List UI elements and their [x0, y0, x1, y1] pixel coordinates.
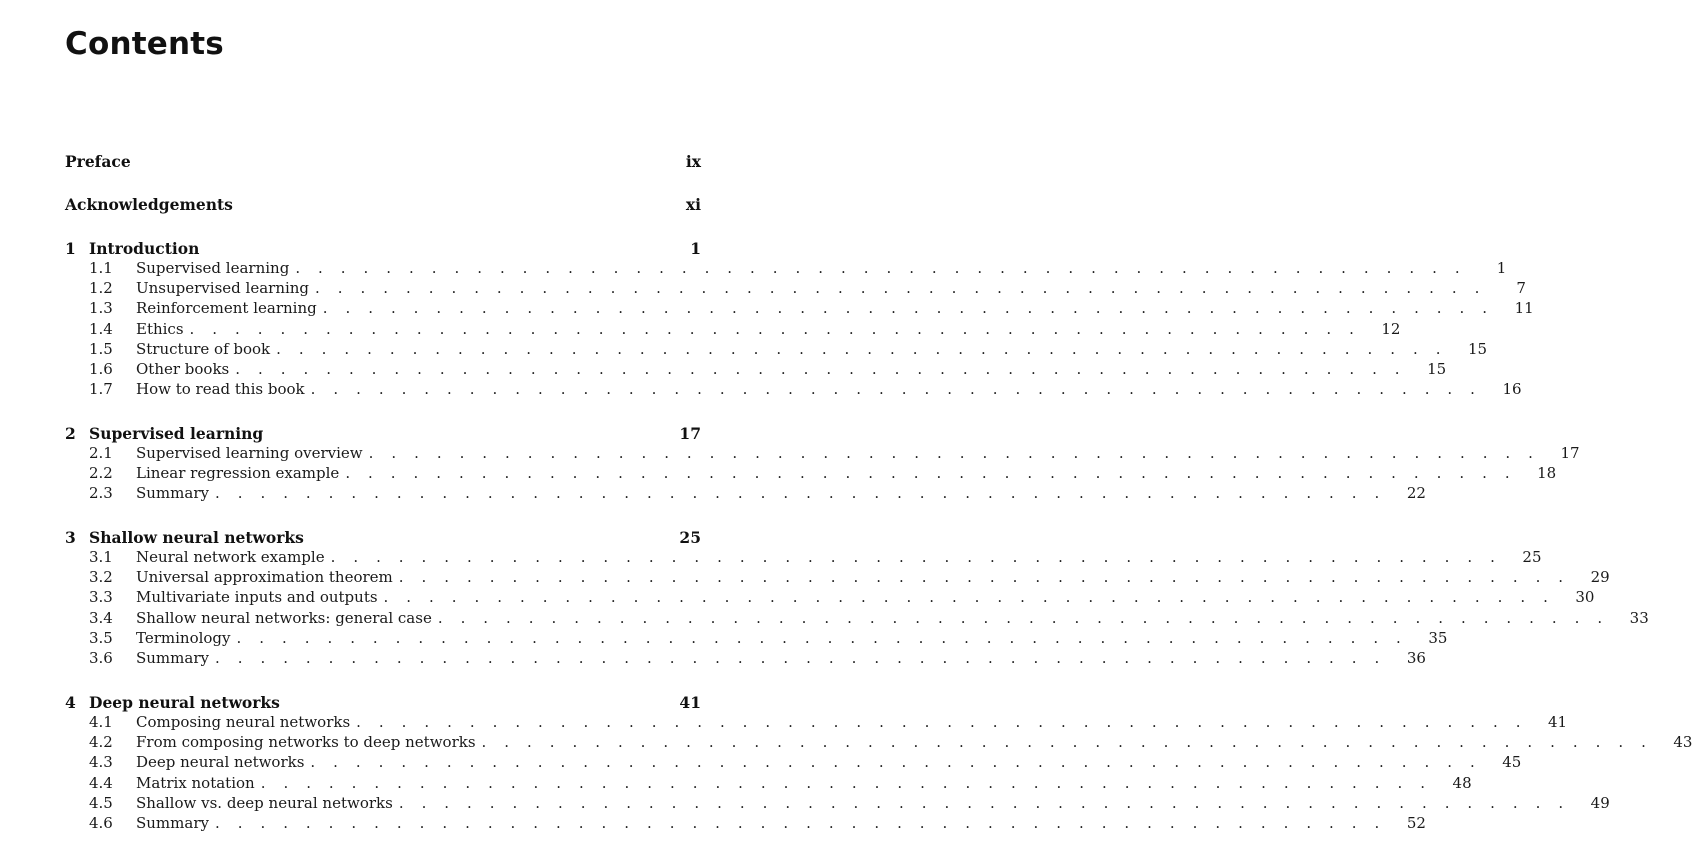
section-entry[interactable] [65, 259, 1507, 279]
section-title: Summary [136, 648, 209, 667]
section-entry[interactable] [65, 548, 1542, 568]
section-title: Supervised learning [136, 259, 290, 277]
section-title: Summary [136, 813, 209, 832]
section-page: 30 [1575, 588, 1595, 607]
chapter-number: 2 [65, 424, 76, 443]
section-number: 3.2 [89, 568, 113, 587]
section-page: 18 [1537, 464, 1557, 483]
section-entry[interactable] [65, 793, 1610, 814]
section-number: 4.2 [89, 733, 113, 752]
section-page: 15 [1467, 339, 1488, 358]
dot-leader: . . . . . . . . . . . . . . . . . . . . . . . . . . . . . . . . . . . . . . . . . . . . . . . . . . . . [214, 648, 1386, 667]
chapter-page: 17 [679, 424, 701, 443]
chapter-page: 1 [690, 239, 701, 258]
section-page: 15 [1427, 359, 1447, 378]
section-title: Terminology [136, 628, 231, 647]
section-title: Linear regression example [136, 464, 340, 483]
dot-leader: . . . . . . . . . . . . . . . . . . . . . . . . . . . . . . . . . . . . . . . . . . . . . . . . . . . . [345, 464, 1517, 483]
section-title: Other books [136, 359, 230, 378]
toc-entry-acknowledgements[interactable] [65, 195, 701, 215]
section-page: 45 [1502, 753, 1522, 772]
section-title: Deep neural networks [136, 753, 305, 772]
section-title: Shallow vs. deep neural networks [136, 793, 393, 812]
section-number: 3.5 [89, 628, 113, 647]
section-entry[interactable] [65, 588, 1595, 608]
section-entry[interactable] [65, 444, 1580, 464]
chapter-number: 1 [65, 239, 76, 258]
section-title: From composing networks to deep networks [136, 733, 476, 752]
dot-leader: . . . . . . . . . . . . . . . . . . . . . . . . . . . . . . . . . . . . . . . . . . . . . . . . . . . . [481, 733, 1653, 752]
section-page: 52 [1406, 813, 1426, 832]
section-entry[interactable] [65, 359, 1447, 380]
section-number: 4.1 [89, 713, 113, 731]
section-number: 1.3 [89, 299, 113, 318]
toc-entry-label: Acknowledgements [65, 195, 233, 214]
section-number: 2.3 [89, 484, 113, 503]
chapter-title: Shallow neural networks [89, 528, 304, 547]
dot-leader: . . . . . . . . . . . . . . . . . . . . . . . . . . . . . . . . . . . . . . . . . . . . . . . . . . . . [235, 359, 1407, 378]
dot-leader: . . . . . . . . . . . . . . . . . . . . . . . . . . . . . . . . . . . . . . . . . . . . . . . . . . . . [330, 548, 1502, 566]
section-page: 22 [1406, 484, 1426, 503]
chapter-heading[interactable] [65, 693, 701, 713]
section-page: 36 [1406, 648, 1426, 667]
chapter-title: Supervised learning [89, 424, 264, 443]
section-number: 1.1 [89, 259, 113, 277]
section-title: Universal approximation theorem [136, 568, 393, 587]
chapter-2 [65, 424, 1580, 505]
dot-leader: . . . . . . . . . . . . . . . . . . . . . . . . . . . . . . . . . . . . . . . . . . . . . . . . . . . . [315, 279, 1486, 298]
section-list [65, 713, 1692, 834]
chapter-1 [65, 239, 1534, 400]
dot-leader: . . . . . . . . . . . . . . . . . . . . . . . . . . . . . . . . . . . . . . . . . . . . . . . . . . . . [322, 299, 1494, 318]
section-number: 2.1 [89, 444, 113, 462]
section-title: Multivariate inputs and outputs [136, 588, 378, 607]
section-number: 4.3 [89, 753, 113, 772]
section-page: 7 [1516, 279, 1526, 298]
section-page: 48 [1452, 773, 1472, 792]
dot-leader: . . . . . . . . . . . . . . . . . . . . . . . . . . . . . . . . . . . . . . . . . . . . . . . . . . . . [214, 813, 1386, 832]
dot-leader: . . . . . . . . . . . . . . . . . . . . . . . . . . . . . . . . . . . . . . . . . . . . . . . . . . . . [214, 484, 1386, 503]
chapter-title: Deep neural networks [89, 693, 280, 712]
section-entry[interactable] [65, 733, 1692, 753]
section-page: 41 [1548, 713, 1568, 731]
section-number: 4.5 [89, 793, 113, 812]
toc-entry-label: Preface [65, 152, 131, 171]
section-list [65, 548, 1649, 669]
section-entry[interactable] [65, 319, 1401, 340]
section-entry[interactable] [65, 380, 1522, 400]
section-page: 33 [1629, 608, 1649, 627]
section-entry[interactable] [65, 773, 1472, 794]
section-title: Reinforcement learning [136, 299, 317, 318]
chapter-number: 4 [65, 693, 76, 712]
section-number: 1.4 [89, 319, 113, 338]
chapter-3 [65, 528, 1649, 669]
dot-leader: . . . . . . . . . . . . . . . . . . . . . . . . . . . . . . . . . . . . . . . . . . . . . . . . . . . . [295, 259, 1467, 277]
section-entry[interactable] [65, 608, 1649, 629]
section-page: 1 [1496, 259, 1507, 277]
section-entry[interactable] [65, 299, 1534, 319]
section-entry[interactable] [65, 713, 1568, 733]
section-entry[interactable] [65, 484, 1426, 504]
section-page: 17 [1560, 444, 1580, 462]
section-number: 4.6 [89, 813, 113, 832]
section-page: 11 [1514, 299, 1534, 318]
section-list [65, 259, 1534, 400]
section-title: Summary [136, 484, 209, 503]
section-number: 4.4 [89, 773, 113, 792]
section-number: 1.6 [89, 359, 113, 378]
chapter-heading[interactable] [65, 424, 701, 444]
dot-leader: . . . . . . . . . . . . . . . . . . . . . . . . . . . . . . . . . . . . . . . . . . . . . . . . . . . . [260, 773, 1432, 792]
section-entry[interactable] [65, 279, 1526, 299]
dot-leader: . . . . . . . . . . . . . . . . . . . . . . . . . . . . . . . . . . . . . . . . . . . . . . . . . . . . [310, 380, 1482, 399]
section-entry[interactable] [65, 813, 1426, 834]
section-title: Composing neural networks [136, 713, 351, 731]
dot-leader: . . . . . . . . . . . . . . . . . . . . . . . . . . . . . . . . . . . . . . . . . . . . . . . . . . . . [356, 713, 1528, 731]
section-entry[interactable] [65, 464, 1557, 484]
dot-leader: . . . . . . . . . . . . . . . . . . . . . . . . . . . . . . . . . . . . . . . . . . . . . . . . . . . . [398, 793, 1570, 812]
section-title: Shallow neural networks: general case [136, 608, 432, 627]
section-number: 1.2 [89, 279, 113, 298]
section-entry[interactable] [65, 753, 1522, 773]
section-title: Neural network example [136, 548, 325, 566]
toc-entry-page: ix [685, 152, 701, 171]
chapter-page: 41 [679, 693, 701, 712]
dot-leader: . . . . . . . . . . . . . . . . . . . . . . . . . . . . . . . . . . . . . . . . . . . . . . . . . . . . [189, 319, 1361, 338]
section-number: 3.4 [89, 608, 113, 627]
section-number: 2.2 [89, 464, 113, 483]
section-title: How to read this book [136, 380, 305, 399]
dot-leader: . . . . . . . . . . . . . . . . . . . . . . . . . . . . . . . . . . . . . . . . . . . . . . . . . . . . [276, 339, 1448, 358]
section-page: 29 [1590, 568, 1610, 587]
section-page: 25 [1522, 548, 1542, 566]
toc-entry-preface[interactable] [65, 152, 701, 172]
section-entry[interactable] [65, 568, 1610, 588]
section-entry[interactable] [65, 339, 1488, 360]
section-title: Structure of book [136, 339, 271, 358]
section-page: 43 [1673, 733, 1692, 752]
section-list [65, 444, 1580, 505]
section-title: Unsupervised learning [136, 279, 310, 298]
section-page: 35 [1428, 628, 1448, 647]
chapter-heading[interactable] [65, 239, 701, 259]
page-title: Contents [65, 26, 224, 62]
section-page: 12 [1381, 319, 1401, 338]
section-number: 3.6 [89, 648, 113, 667]
section-number: 1.7 [89, 380, 113, 399]
dot-leader: . . . . . . . . . . . . . . . . . . . . . . . . . . . . . . . . . . . . . . . . . . . . . . . . . . . . [368, 444, 1540, 462]
dot-leader: . . . . . . . . . . . . . . . . . . . . . . . . . . . . . . . . . . . . . . . . . . . . . . . . . . . . [236, 628, 1408, 647]
chapter-4 [65, 693, 1692, 834]
chapter-title: Introduction [89, 239, 200, 258]
section-entry[interactable] [65, 628, 1448, 649]
section-page: 16 [1502, 380, 1522, 399]
dot-leader: . . . . . . . . . . . . . . . . . . . . . . . . . . . . . . . . . . . . . . . . . . . . . . . . . . . . [383, 588, 1555, 607]
dot-leader: . . . . . . . . . . . . . . . . . . . . . . . . . . . . . . . . . . . . . . . . . . . . . . . . . . . . [310, 753, 1482, 772]
section-entry[interactable] [65, 648, 1426, 669]
section-title: Matrix notation [136, 773, 255, 792]
section-title: Ethics [136, 319, 184, 338]
dot-leader: . . . . . . . . . . . . . . . . . . . . . . . . . . . . . . . . . . . . . . . . . . . . . . . . . . . . [398, 568, 1570, 587]
section-number: 3.1 [89, 548, 113, 566]
section-title: Supervised learning overview [136, 444, 363, 462]
chapter-number: 3 [65, 528, 76, 547]
section-number: 1.5 [89, 339, 113, 358]
dot-leader: . . . . . . . . . . . . . . . . . . . . . . . . . . . . . . . . . . . . . . . . . . . . . . . . . . . . [437, 608, 1609, 627]
toc-entry-page: xi [685, 195, 701, 214]
section-number: 3.3 [89, 588, 113, 607]
chapter-page: 25 [679, 528, 701, 547]
section-page: 49 [1590, 793, 1610, 812]
chapter-heading[interactable] [65, 528, 701, 548]
